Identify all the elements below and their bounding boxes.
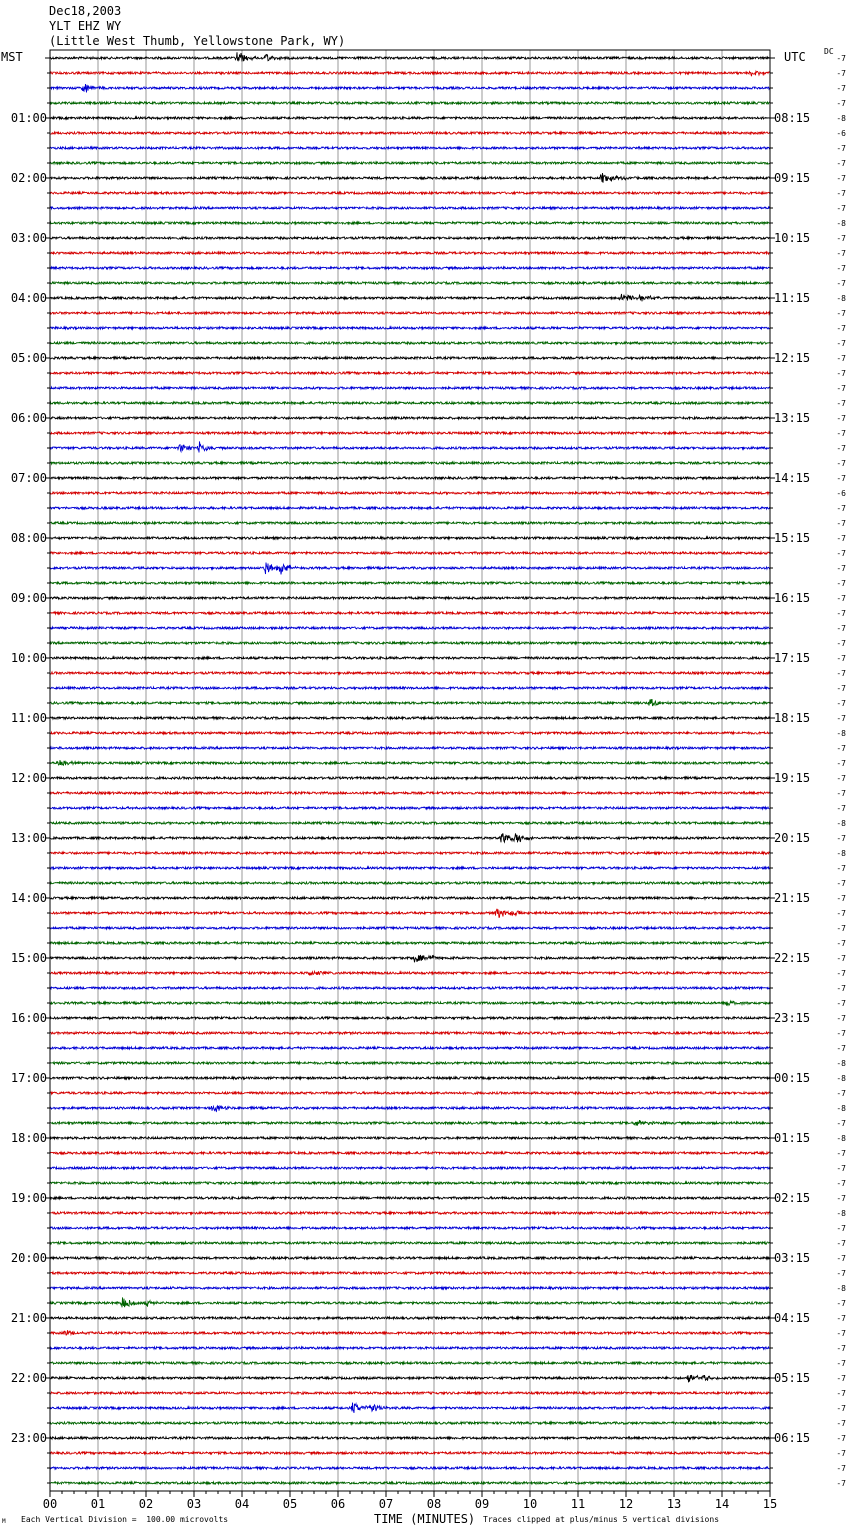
right-hour-label: 22:15 bbox=[774, 951, 811, 965]
dc-offset-value: -7 bbox=[836, 1164, 846, 1173]
right-hour-label: 01:15 bbox=[774, 1131, 811, 1145]
x-tick-label: 02 bbox=[138, 1497, 154, 1511]
vertical-division-note: Each Vertical Division = 100.00 microvolts bbox=[21, 1515, 229, 1524]
trace-line bbox=[50, 492, 770, 494]
dc-offset-value: -7 bbox=[836, 84, 846, 93]
trace-line bbox=[50, 147, 770, 149]
dc-offset-value: -7 bbox=[836, 264, 846, 273]
dc-offset-value: -7 bbox=[836, 759, 846, 768]
x-tick-label: 07 bbox=[378, 1497, 394, 1511]
dc-offset-value: -7 bbox=[836, 579, 846, 588]
trace-line bbox=[50, 507, 770, 509]
left-hour-label: 13:00 bbox=[10, 831, 47, 845]
dc-offset-value: -7 bbox=[836, 804, 846, 813]
trace-line bbox=[50, 1047, 770, 1049]
trace-line bbox=[50, 537, 770, 539]
trace-line bbox=[50, 747, 770, 749]
left-hour-label: 21:00 bbox=[10, 1311, 47, 1325]
dc-offset-value: -7 bbox=[836, 699, 846, 708]
right-hour-label: 02:15 bbox=[774, 1191, 811, 1205]
trace-line bbox=[50, 582, 770, 584]
trace-line bbox=[50, 1001, 770, 1006]
dc-offset-value: -7 bbox=[836, 1404, 846, 1413]
left-hour-label: 16:00 bbox=[10, 1011, 47, 1025]
dc-offset-value: -7 bbox=[836, 684, 846, 693]
trace-line bbox=[50, 1403, 770, 1413]
trace-line bbox=[50, 267, 770, 269]
right-hour-label: 06:15 bbox=[774, 1431, 811, 1445]
trace-line bbox=[50, 642, 770, 644]
trace-line bbox=[50, 833, 770, 842]
trace-line bbox=[50, 1392, 770, 1394]
dc-offset-value: -7 bbox=[836, 1479, 846, 1488]
trace-line bbox=[50, 1242, 770, 1244]
trace-line bbox=[50, 563, 770, 575]
x-tick-label: 01 bbox=[90, 1497, 106, 1511]
trace-line bbox=[50, 822, 770, 824]
trace-line bbox=[50, 717, 770, 719]
x-tick-label: 11 bbox=[570, 1497, 586, 1511]
dc-offset-value: -7 bbox=[836, 519, 846, 528]
dc-offset-value: -7 bbox=[836, 1089, 846, 1098]
x-tick-label: 00 bbox=[42, 1497, 58, 1511]
dc-offset-value: -7 bbox=[836, 564, 846, 573]
x-tick-label: 03 bbox=[186, 1497, 202, 1511]
dc-offset-value: -7 bbox=[836, 1119, 846, 1128]
corner-mark: M bbox=[2, 1518, 6, 1525]
dc-offset-value: -7 bbox=[836, 54, 846, 63]
dc-offset-value: -7 bbox=[836, 189, 846, 198]
trace-line bbox=[50, 1375, 770, 1382]
dc-offset-value: -7 bbox=[836, 534, 846, 543]
trace-line bbox=[50, 132, 770, 134]
right-hour-label: 20:15 bbox=[774, 831, 811, 845]
right-hour-label: 15:15 bbox=[774, 531, 811, 545]
dc-offset-value: -7 bbox=[836, 354, 846, 363]
x-tick-label: 15 bbox=[762, 1497, 778, 1511]
dc-offset-value: -6 bbox=[836, 489, 846, 498]
dc-offset-value: -7 bbox=[836, 339, 846, 348]
trace-line bbox=[50, 237, 770, 239]
dc-offset-value: -7 bbox=[836, 1449, 846, 1458]
right-hour-label: 08:15 bbox=[774, 111, 811, 125]
trace-line bbox=[50, 552, 770, 554]
trace-line bbox=[50, 852, 770, 854]
dc-offset-value: -7 bbox=[836, 549, 846, 558]
dc-offset-value: -8 bbox=[836, 114, 846, 123]
dc-offset-value: -7 bbox=[836, 1359, 846, 1368]
dc-offset-value: -7 bbox=[836, 414, 846, 423]
trace-line bbox=[50, 1197, 770, 1199]
trace-line bbox=[50, 1017, 770, 1019]
dc-offset-value: -7 bbox=[836, 324, 846, 333]
station-code: YLT EHZ WY bbox=[49, 19, 122, 33]
trace-line bbox=[50, 477, 770, 479]
trace-line bbox=[50, 1272, 770, 1274]
left-hour-label: 06:00 bbox=[10, 411, 47, 425]
dc-offset-value: -7 bbox=[836, 504, 846, 513]
dc-offset-value: -7 bbox=[836, 744, 846, 753]
trace-line bbox=[50, 462, 770, 464]
trace-line bbox=[50, 71, 770, 76]
left-hour-label: 09:00 bbox=[10, 591, 47, 605]
dc-offset-value: -7 bbox=[836, 954, 846, 963]
trace-line bbox=[50, 699, 770, 706]
dc-offset-value: -7 bbox=[836, 1254, 846, 1263]
trace-line bbox=[50, 173, 770, 183]
dc-offset-value: -7 bbox=[836, 1464, 846, 1473]
trace-line bbox=[50, 1297, 770, 1307]
right-timezone-label: UTC bbox=[784, 50, 806, 64]
right-hour-label: 12:15 bbox=[774, 351, 811, 365]
trace-line bbox=[50, 1182, 770, 1184]
dc-offset-value: -7 bbox=[836, 144, 846, 153]
dc-offset-value: -7 bbox=[836, 969, 846, 978]
trace-line bbox=[50, 1452, 770, 1454]
trace-line bbox=[50, 897, 770, 899]
left-hour-label: 04:00 bbox=[10, 291, 47, 305]
trace-line bbox=[50, 1062, 770, 1064]
right-hour-label: 23:15 bbox=[774, 1011, 811, 1025]
right-hour-label: 13:15 bbox=[774, 411, 811, 425]
clipping-note: Traces clipped at plus/minus 5 vertical divisions bbox=[483, 1515, 720, 1524]
dc-offset-value: -7 bbox=[836, 1344, 846, 1353]
dc-offset-value: -7 bbox=[836, 939, 846, 948]
dc-offset-value: -7 bbox=[836, 399, 846, 408]
right-hour-label: 19:15 bbox=[774, 771, 811, 785]
dc-offset-value: -7 bbox=[836, 1269, 846, 1278]
trace-line bbox=[50, 1032, 770, 1034]
dc-offset-value: -8 bbox=[836, 294, 846, 303]
dc-offset-value: -7 bbox=[836, 429, 846, 438]
trace-line bbox=[50, 987, 770, 989]
trace-line bbox=[50, 1120, 770, 1125]
left-hour-label: 05:00 bbox=[10, 351, 47, 365]
trace-line bbox=[50, 612, 770, 614]
trace-line bbox=[50, 942, 770, 944]
trace-line bbox=[50, 402, 770, 404]
trace-line bbox=[50, 417, 770, 419]
right-hour-label: 14:15 bbox=[774, 471, 811, 485]
trace-line bbox=[50, 1482, 770, 1484]
trace-line bbox=[50, 357, 770, 359]
dc-offset-value: -7 bbox=[836, 624, 846, 633]
trace-line bbox=[50, 312, 770, 314]
x-tick-label: 08 bbox=[426, 1497, 442, 1511]
left-hour-label: 01:00 bbox=[10, 111, 47, 125]
left-timezone-label: MST bbox=[1, 50, 23, 64]
dc-offset-value: -7 bbox=[836, 1029, 846, 1038]
left-hour-label: 02:00 bbox=[10, 171, 47, 185]
dc-offset-value: -7 bbox=[836, 234, 846, 243]
x-tick-label: 12 bbox=[618, 1497, 634, 1511]
trace-line bbox=[50, 222, 770, 224]
x-tick-label: 10 bbox=[522, 1497, 538, 1511]
dc-offset-value: -7 bbox=[836, 204, 846, 213]
right-hour-label: 03:15 bbox=[774, 1251, 811, 1265]
dc-offset-value: -7 bbox=[836, 249, 846, 258]
dc-offset-value: -7 bbox=[836, 909, 846, 918]
trace-line bbox=[50, 1227, 770, 1229]
dc-offset-value: -8 bbox=[836, 1104, 846, 1113]
left-hour-label: 07:00 bbox=[10, 471, 47, 485]
dc-offset-value: -7 bbox=[836, 309, 846, 318]
trace-line bbox=[50, 1257, 770, 1259]
dc-offset-value: -7 bbox=[836, 1329, 846, 1338]
right-hour-label: 05:15 bbox=[774, 1371, 811, 1385]
trace-line bbox=[50, 732, 770, 734]
left-hour-label: 22:00 bbox=[10, 1371, 47, 1385]
trace-line bbox=[50, 792, 770, 794]
dc-offset-value: -7 bbox=[836, 1239, 846, 1248]
dc-offset-value: -7 bbox=[836, 159, 846, 168]
trace-line bbox=[50, 971, 770, 975]
plot-date: Dec18,2003 bbox=[49, 4, 122, 18]
dc-offset-value: -7 bbox=[836, 1179, 846, 1188]
right-hour-label: 09:15 bbox=[774, 171, 811, 185]
trace-line bbox=[50, 1167, 770, 1169]
dc-offset-value: -7 bbox=[836, 609, 846, 618]
dc-offset-value: -7 bbox=[836, 1299, 846, 1308]
trace-line bbox=[50, 1330, 770, 1335]
trace-line bbox=[50, 294, 770, 301]
dc-offset-value: -7 bbox=[836, 669, 846, 678]
trace-line bbox=[50, 432, 770, 434]
trace-line bbox=[50, 1437, 770, 1439]
dc-offset-value: -7 bbox=[836, 879, 846, 888]
dc-offset-value: -6 bbox=[836, 129, 846, 138]
trace-line bbox=[50, 327, 770, 329]
trace-line bbox=[50, 52, 770, 61]
dc-offset-value: -8 bbox=[836, 1284, 846, 1293]
right-hour-label: 18:15 bbox=[774, 711, 811, 725]
dc-offset-value: -7 bbox=[836, 894, 846, 903]
trace-line bbox=[50, 597, 770, 599]
trace-line bbox=[50, 1347, 770, 1349]
dc-offset-value: -7 bbox=[836, 1224, 846, 1233]
dc-offset-value: -7 bbox=[836, 1149, 846, 1158]
left-hour-label: 03:00 bbox=[10, 231, 47, 245]
dc-offset-value: -8 bbox=[836, 729, 846, 738]
trace-line bbox=[50, 687, 770, 689]
left-hour-label: 18:00 bbox=[10, 1131, 47, 1145]
dc-offset-value: -7 bbox=[836, 69, 846, 78]
dc-offset-value: -7 bbox=[836, 774, 846, 783]
trace-line bbox=[50, 84, 770, 92]
right-hour-label: 17:15 bbox=[774, 651, 811, 665]
right-hour-label: 04:15 bbox=[774, 1311, 811, 1325]
dc-offset-value: -7 bbox=[836, 789, 846, 798]
trace-line bbox=[50, 760, 770, 765]
trace-line bbox=[50, 657, 770, 659]
trace-line bbox=[50, 882, 770, 884]
x-tick-label: 04 bbox=[234, 1497, 250, 1511]
trace-line bbox=[50, 387, 770, 389]
dc-offset-value: -7 bbox=[836, 1014, 846, 1023]
x-tick-label: 14 bbox=[714, 1497, 730, 1511]
trace-line bbox=[50, 777, 770, 779]
dc-offset-value: -7 bbox=[836, 654, 846, 663]
dc-offset-value: -7 bbox=[836, 474, 846, 483]
dc-offset-value: -8 bbox=[836, 849, 846, 858]
left-hour-label: 15:00 bbox=[10, 951, 47, 965]
trace-line bbox=[50, 1362, 770, 1364]
trace-line bbox=[50, 342, 770, 344]
dc-offset-value: -7 bbox=[836, 999, 846, 1008]
trace-line bbox=[50, 807, 770, 809]
axis-labels bbox=[11, 54, 846, 1511]
trace-line bbox=[50, 102, 770, 104]
trace-line bbox=[50, 1287, 770, 1289]
trace-line bbox=[50, 192, 770, 194]
trace-line bbox=[50, 207, 770, 209]
trace-line bbox=[50, 117, 770, 119]
dc-offset-value: -8 bbox=[836, 219, 846, 228]
dc-offset-value: -7 bbox=[836, 459, 846, 468]
dc-offset-value: -7 bbox=[836, 444, 846, 453]
right-hour-label: 10:15 bbox=[774, 231, 811, 245]
seismic-traces bbox=[50, 52, 770, 1484]
trace-line bbox=[50, 1212, 770, 1214]
dc-offset-value: -7 bbox=[836, 834, 846, 843]
minute-gridlines bbox=[98, 50, 722, 1491]
trace-line bbox=[50, 1106, 770, 1112]
x-axis-title: TIME (MINUTES) bbox=[374, 1512, 476, 1526]
left-hour-label: 10:00 bbox=[10, 651, 47, 665]
right-hour-label: 11:15 bbox=[774, 291, 811, 305]
dc-offset-value: -7 bbox=[836, 924, 846, 933]
trace-line bbox=[50, 282, 770, 284]
trace-line bbox=[50, 627, 770, 629]
dc-offset-value: -7 bbox=[836, 1314, 846, 1323]
left-hour-label: 17:00 bbox=[10, 1071, 47, 1085]
x-tick-label: 05 bbox=[282, 1497, 298, 1511]
left-hour-label: 11:00 bbox=[10, 711, 47, 725]
trace-line bbox=[50, 927, 770, 929]
dc-offset-value: -7 bbox=[836, 864, 846, 873]
dc-offset-value: -7 bbox=[836, 1194, 846, 1203]
station-location: (Little West Thumb, Yellowstone Park, WY) bbox=[49, 34, 346, 48]
x-tick-label: 13 bbox=[666, 1497, 682, 1511]
trace-line bbox=[50, 162, 770, 164]
dc-offset-value: -8 bbox=[836, 1134, 846, 1143]
dc-offset-header: DC bbox=[824, 47, 834, 56]
dc-offset-value: -7 bbox=[836, 1434, 846, 1443]
dc-offset-value: -7 bbox=[836, 984, 846, 993]
trace-line bbox=[50, 1317, 770, 1319]
trace-line bbox=[50, 1137, 770, 1139]
plot-border bbox=[50, 50, 770, 1491]
dc-offset-value: -7 bbox=[836, 384, 846, 393]
trace-line bbox=[50, 1077, 770, 1079]
dc-offset-value: -7 bbox=[836, 1044, 846, 1053]
trace-line bbox=[50, 672, 770, 674]
dc-offset-value: -7 bbox=[836, 99, 846, 108]
trace-line bbox=[50, 955, 770, 962]
trace-line bbox=[50, 867, 770, 869]
dc-offset-value: -7 bbox=[836, 594, 846, 603]
left-hour-label: 08:00 bbox=[10, 531, 47, 545]
trace-line bbox=[50, 252, 770, 254]
trace-line bbox=[50, 372, 770, 374]
trace-line bbox=[50, 441, 770, 452]
dc-offset-value: -8 bbox=[836, 1074, 846, 1083]
dc-offset-value: -7 bbox=[836, 279, 846, 288]
left-hour-label: 14:00 bbox=[10, 891, 47, 905]
dc-offset-value: -8 bbox=[836, 1059, 846, 1068]
dc-offset-value: -7 bbox=[836, 369, 846, 378]
left-hour-label: 23:00 bbox=[10, 1431, 47, 1445]
trace-line bbox=[50, 909, 770, 918]
left-hour-label: 20:00 bbox=[10, 1251, 47, 1265]
dc-offset-value: -7 bbox=[836, 174, 846, 183]
right-hour-label: 00:15 bbox=[774, 1071, 811, 1085]
trace-line bbox=[50, 1092, 770, 1094]
dc-offset-value: -8 bbox=[836, 1209, 846, 1218]
dc-offset-value: -8 bbox=[836, 819, 846, 828]
trace-line bbox=[50, 1422, 770, 1424]
left-hour-label: 12:00 bbox=[10, 771, 47, 785]
right-hour-label: 21:15 bbox=[774, 891, 811, 905]
trace-line bbox=[50, 522, 770, 524]
x-tick-label: 06 bbox=[330, 1497, 346, 1511]
dc-offset-value: -7 bbox=[836, 1419, 846, 1428]
dc-offset-value: -7 bbox=[836, 1374, 846, 1383]
dc-offset-value: -7 bbox=[836, 714, 846, 723]
dc-offset-value: -7 bbox=[836, 1389, 846, 1398]
left-hour-label: 19:00 bbox=[10, 1191, 47, 1205]
right-hour-label: 16:15 bbox=[774, 591, 811, 605]
trace-line bbox=[50, 1152, 770, 1154]
x-tick-label: 09 bbox=[474, 1497, 490, 1511]
dc-offset-value: -7 bbox=[836, 639, 846, 648]
trace-line bbox=[50, 1467, 770, 1469]
